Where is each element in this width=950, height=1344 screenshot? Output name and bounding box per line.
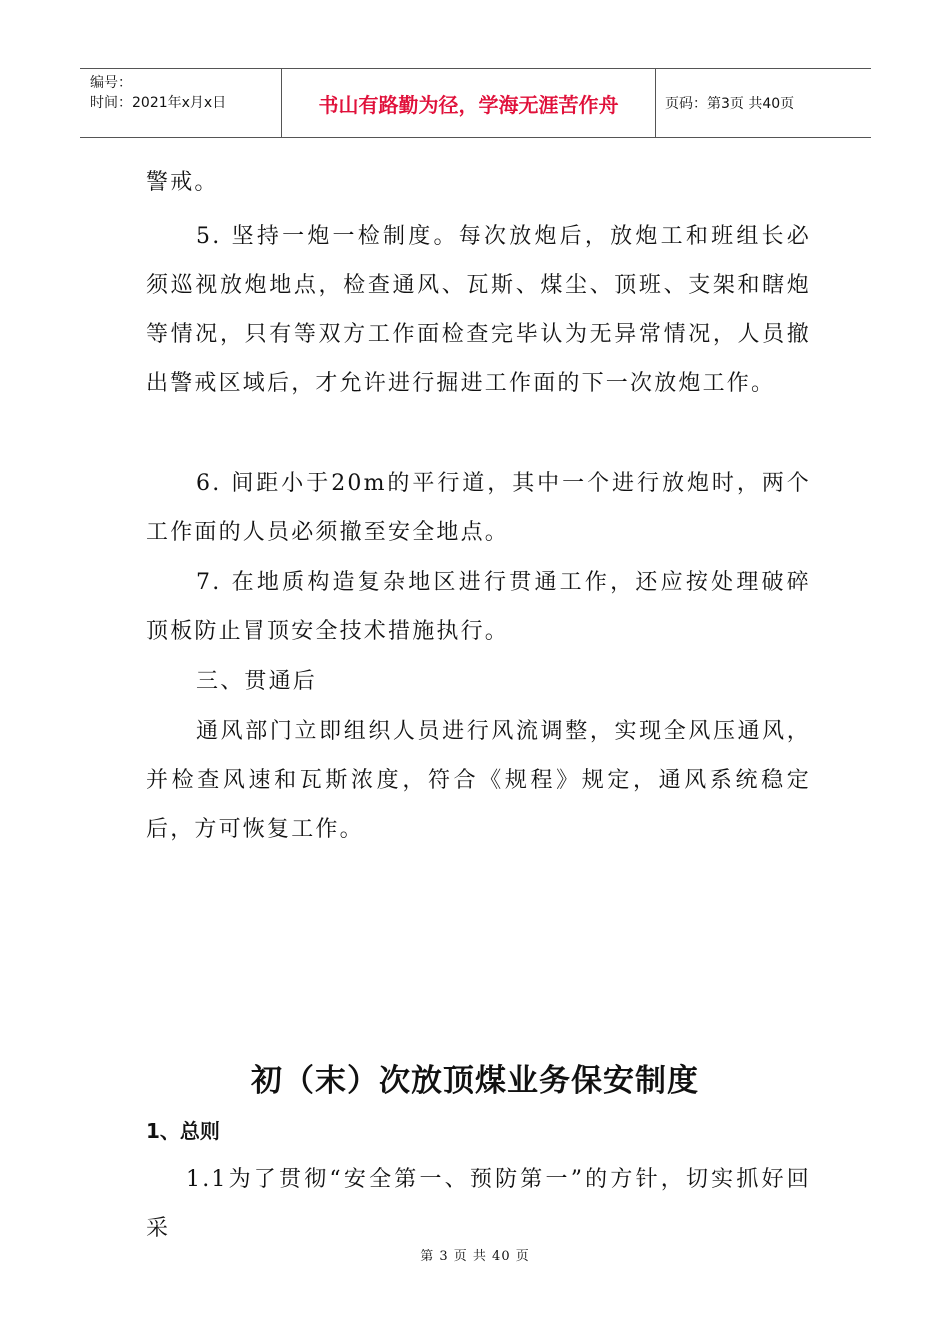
header-page-info: 页码：第3页 共40页 [665,96,795,112]
header-meta [80,69,281,137]
page-header [80,68,871,138]
document-title: 初（末）次放顶煤业务保安制度 [251,1063,699,1099]
section-heading: 1、总则 [146,1119,220,1143]
paragraph-warning: 警戒。 [146,170,219,195]
subheading-after-breakthrough: 三、贯通后 [196,669,318,694]
number-label: 编号： [90,75,132,91]
paragraph-item-7: 7. 在地质构造复杂地区进行贯通工作，还应按处理破碎顶板防止冒顶安全技术措施执行。 [146,570,811,644]
date-label: 时间：2021年x月x日 [90,95,227,111]
page-footer: 第 3 页 共 40 页 [420,1249,530,1264]
paragraph-item-5: 5. 坚持一炮一检制度。每次放炮后，放炮工和班组长必须巡视放炮地点，检查通风、瓦斯、煤尘、顶班、支架和瞎炮等情况，只有等双方工作面检查完毕认为无异常情况，人员撤出警戒区域后，才允许进行掘进工作面的下一次放炮工作。 [146,224,811,396]
paragraph-ventilation: 通风部门立即组织人员进行风流调整，实现全风压通风，并检查风速和瓦斯浓度，符合《规程》规定，通风系统稳定后，方可恢复工作。 [146,719,811,842]
header-motto: 书山有路勤为径，学海无涯苦作舟 [281,69,656,137]
paragraph-general: 1.1为了贯彻“安全第一、预防第一”的方针，切实抓好回采 [146,1167,811,1241]
paragraph-item-6: 6. 间距小于20m的平行道，其中一个进行放炮时，两个工作面的人员必须撤至安全地点。 [146,471,811,545]
